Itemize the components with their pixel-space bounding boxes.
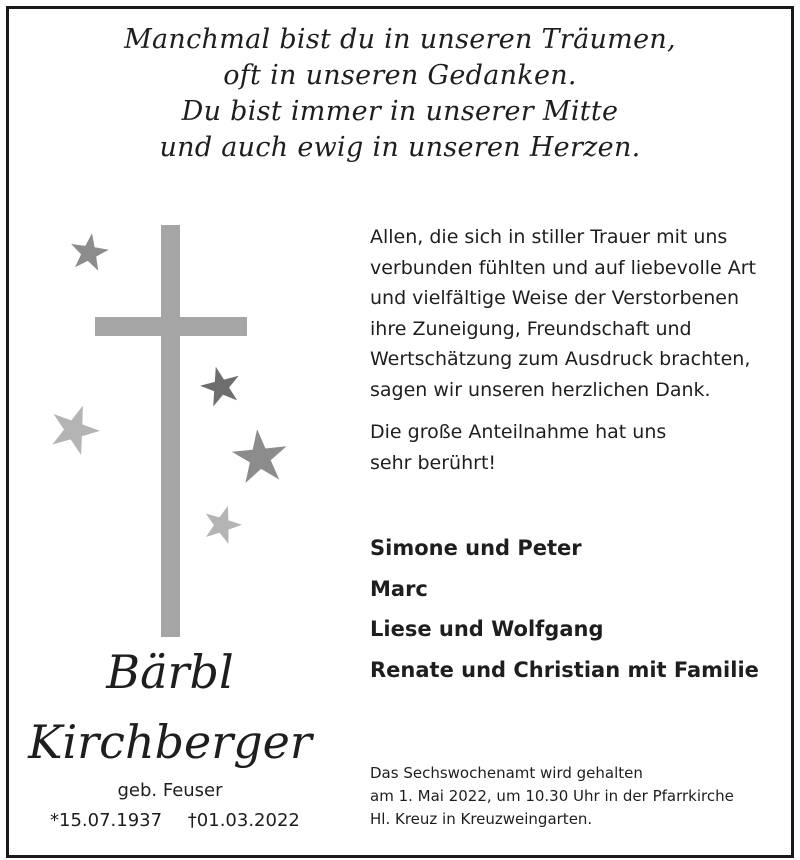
- star-icon: [200, 367, 239, 407]
- family-signatures: [370, 528, 790, 690]
- thanks-line: ihre Zuneigung, Freundschaft und: [370, 317, 692, 340]
- star-icon: [206, 506, 242, 544]
- star-icon: [232, 429, 287, 483]
- thanks-line: Allen, die sich in stiller Trauer mit uns: [370, 226, 728, 248]
- family-member: Liese und Wolfgang: [370, 617, 604, 641]
- poem-line: oft in unseren Gedanken.: [223, 60, 577, 91]
- service-line: Das Sechswochenamt wird gehalten: [370, 764, 643, 782]
- poem-line: und auch ewig in unseren Herzen.: [159, 132, 641, 163]
- deceased-first-name: Bärbl: [106, 645, 234, 699]
- thanks-line: und vielfältige Weise der Verstorbenen: [370, 287, 740, 309]
- death-date: †01.03.2022: [187, 810, 300, 831]
- paragraph-gap: [370, 405, 780, 417]
- life-dates: [50, 810, 340, 831]
- poem-line: Manchmal bist du in unseren Träumen,: [124, 24, 676, 55]
- thanks-line: Die große Anteilnahme hat uns: [370, 421, 667, 443]
- poem: [0, 22, 800, 166]
- family-member: Renate und Christian mit Familie: [370, 657, 759, 682]
- thank-you-text: [370, 222, 780, 478]
- thanks-line: sehr berührt!: [370, 451, 497, 474]
- birth-date: *15.07.1937: [50, 810, 163, 831]
- service-line: am 1. Mai 2022, um 10.30 Uhr in der Pfarrkirche: [370, 787, 734, 805]
- star-icon: [52, 406, 100, 455]
- cross-vertical-bar: [161, 225, 180, 637]
- family-member: Marc: [370, 576, 428, 601]
- service-line: Hl. Kreuz in Kreuzweingarten.: [370, 810, 593, 828]
- deceased-birth-name: geb. Feuser: [117, 780, 223, 801]
- thanks-line: Wertschätzung zum Ausdruck brachten,: [370, 348, 751, 370]
- deceased-last-name: Kirchberger: [28, 715, 312, 769]
- star-icon: [71, 233, 109, 271]
- thanks-line: sagen wir unseren herzlichen Dank.: [370, 378, 711, 401]
- poem-line: Du bist immer in unserer Mitte: [181, 96, 619, 127]
- thanks-line: verbunden fühlten und auf liebevolle Art: [370, 256, 757, 279]
- cross-horizontal-bar: [95, 317, 247, 336]
- cross-and-stars-illustration: [40, 215, 300, 645]
- memorial-service-notice: [370, 762, 790, 831]
- family-member: Simone und Peter: [370, 536, 582, 560]
